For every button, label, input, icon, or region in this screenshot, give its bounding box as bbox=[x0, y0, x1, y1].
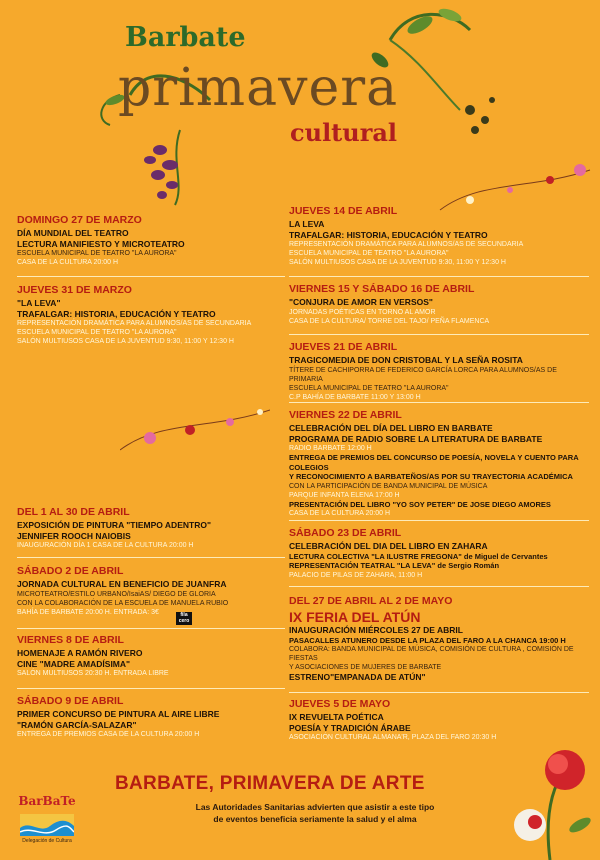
event-title: CELEBRACIÓN DEL DÍA DEL LIBRO EN BARBATE bbox=[289, 423, 493, 433]
footer-note-line: de eventos beneficia seriamente la salud y el alma bbox=[213, 814, 417, 824]
event-detail: ENTREGA DE PREMIOS DEL CONCURSO DE POESÍA, NOVELA Y CUENTO PARA COLEGIOS bbox=[289, 453, 579, 472]
event-detail: ESCUELA MUNICIPAL DE TEATRO "LA AURORA" bbox=[17, 250, 177, 257]
event-detail: CON LA PARTICIPACIÓN DE BANDA MUNICIPAL DE MÚSICA bbox=[289, 482, 488, 490]
event-big-title: IX FERIA DEL ATÚN bbox=[289, 609, 421, 625]
event-title: JORNADA CULTURAL EN BENEFICIO DE JUANFRA bbox=[17, 579, 227, 589]
event-detail: ESCUELA MUNICIPAL DE TEATRO "LA AURORA" bbox=[17, 329, 177, 336]
event-date: VIERNES 15 Y SÁBADO 16 DE ABRIL bbox=[289, 283, 475, 295]
event-entry bbox=[17, 695, 287, 739]
event-date: DEL 27 DE ABRIL AL 2 DE MAYO bbox=[289, 595, 453, 607]
footer-note bbox=[165, 801, 465, 825]
event-entry bbox=[17, 634, 287, 678]
event-entry bbox=[289, 341, 589, 402]
event-entry bbox=[289, 409, 589, 518]
event-detail: ASOCIACIÓN CULTURAL ALMANA'R, PLAZA DEL FARO 20:30 H bbox=[289, 734, 497, 741]
badge-line: fila bbox=[180, 612, 188, 618]
separator bbox=[289, 520, 589, 521]
event-title: INAUGURACIÓN MIÉRCOLES 27 DE ABRIL bbox=[289, 625, 463, 635]
carnation-decoration bbox=[490, 730, 600, 860]
event-title: POESÍA Y TRADICIÓN ÁRABE bbox=[289, 722, 411, 733]
event-date: JUEVES 21 DE ABRIL bbox=[289, 341, 398, 353]
event-entry bbox=[289, 595, 589, 683]
separator bbox=[289, 276, 589, 277]
event-detail: ESCUELA MUNICIPAL DE TEATRO "LA AURORA" bbox=[289, 384, 449, 392]
footer-note-line: Las Autoridades Sanitarias advierten que asistir a este tipo bbox=[195, 802, 435, 812]
fila-cero-badge bbox=[176, 612, 192, 625]
event-date: JUEVES 5 DE MAYO bbox=[289, 698, 391, 710]
event-title: CELEBRACIÓN DEL DIA DEL LIBRO EN ZAHARA bbox=[289, 541, 488, 551]
separator bbox=[289, 692, 589, 693]
event-detail: Y RECONOCIMIENTO A BARBATEÑOS/AS POR SU TRAYECTORIA ACADÉMICA bbox=[289, 472, 573, 481]
event-title: TRAFALGAR: HISTORIA, EDUCACIÓN Y TEATRO bbox=[289, 229, 488, 240]
event-detail: SALÓN MULTIUSOS CASA DE LA JUVENTUD 9:30, 11:00 Y 12:30 H bbox=[17, 338, 234, 345]
event-detail: Y ASOCIACIONES DE MUJERES DE BARBATE bbox=[289, 664, 442, 671]
event-title: "CONJURA DE AMOR EN VERSOS" bbox=[289, 297, 433, 307]
event-detail: PALACIO DE PILAS DE ZAHARA, 11:00 H bbox=[289, 571, 423, 579]
separator bbox=[17, 276, 285, 277]
event-detail: ESTRENO"EMPANADA DE ATÚN" bbox=[289, 672, 426, 682]
event-entry bbox=[17, 214, 287, 267]
event-title: TRAGICOMEDIA DE DON CRISTOBAL Y LA SEÑA ROSITA bbox=[289, 355, 523, 365]
logo-department: Delegación de Cultura bbox=[22, 838, 72, 844]
event-date: SÁBADO 9 DE ABRIL bbox=[17, 695, 124, 707]
event-title: DÍA MUNDIAL DEL TEATRO bbox=[17, 228, 129, 238]
event-date: DOMINGO 27 DE MARZO bbox=[17, 214, 142, 226]
event-title: "LA LEVA" bbox=[17, 298, 61, 308]
event-date: SÁBADO 23 DE ABRIL bbox=[289, 527, 402, 539]
event-detail: REPRESENTACIÓN DRAMÁTICA PARA ALUMNOS/AS DE SECUNDARIA bbox=[17, 320, 252, 327]
event-detail: PRESENTACIÓN DEL LIBRO "YO SOY PETER" DE JOSE DIEGO AMORES bbox=[289, 499, 551, 509]
event-detail: CASA DE LA CULTURA 20:00 H bbox=[17, 259, 119, 266]
event-title: CINE "MADRE AMADÍSIMA" bbox=[17, 658, 131, 669]
event-entry bbox=[289, 698, 589, 742]
separator bbox=[289, 402, 589, 403]
event-title: HOMENAJE A RAMÓN RIVERO bbox=[17, 648, 143, 658]
event-detail: SALÓN MULTIUSOS 20:30 H. ENTRADA LIBRE bbox=[17, 670, 169, 677]
event-date: VIERNES 8 DE ABRIL bbox=[17, 634, 124, 646]
separator bbox=[17, 688, 285, 689]
event-detail: PASACALLES ATUNERO DESDE LA PLAZA DEL FARO A LA CHANCA 19:00 H bbox=[289, 635, 566, 645]
event-date: JUEVES 31 DE MARZO bbox=[17, 284, 132, 296]
event-date: DEL 1 AL 30 DE ABRIL bbox=[17, 506, 130, 518]
event-detail: CASA DE LA CULTURA 20:00 H bbox=[289, 510, 391, 517]
event-detail: REPRESENTACIÓN DRAMÁTICA PARA ALUMNOS/AS DE SECUNDARIA bbox=[289, 241, 524, 248]
event-entry bbox=[289, 527, 589, 580]
event-title: "RAMÓN GARCÍA-SALAZAR" bbox=[17, 719, 137, 730]
event-detail: TÍTERE DE CACHIPORRA DE FEDERICO GARCÍA LORCA PARA ALUMNOS/AS DE PRIMARIA bbox=[289, 366, 557, 383]
event-detail: ENTREGA DE PREMIOS CASA DE LA CULTURA 20:00 H bbox=[17, 731, 200, 738]
event-date: JUEVES 14 DE ABRIL bbox=[289, 205, 398, 217]
header-town: Barbate bbox=[125, 22, 246, 53]
footer-slogan: BARBATE, PRIMAVERA DE ARTE bbox=[115, 773, 425, 794]
event-detail: CON LA COLABORACIÓN DE LA ESCUELA DE MANUELA RUBIO bbox=[17, 599, 229, 607]
event-title: IX REVUELTA POÉTICA bbox=[289, 712, 384, 722]
event-detail: COLABORA: BANDA MUNICIPAL DE MÚSICA, COMISIÓN DE CULTURA , COMISIÓN DE FIESTAS bbox=[289, 646, 574, 662]
event-detail: PARQUE INFANTA ELENA 17:00 H bbox=[289, 491, 400, 499]
event-date: SÁBADO 2 DE ABRIL bbox=[17, 565, 124, 577]
event-title: PROGRAMA DE RADIO SOBRE LA LITERATURA DE BARBATE bbox=[289, 433, 543, 444]
barbate-logo bbox=[14, 792, 80, 850]
event-detail: SALÓN MULTIUSOS CASA DE LA JUVENTUD 9:30, 11:00 Y 12:30 H bbox=[289, 259, 506, 266]
event-detail: ESCUELA MUNICIPAL DE TEATRO "LA AURORA" bbox=[289, 250, 449, 257]
event-detail: CASA DE LA CULTURA/ TORRE DEL TAJO/ PEÑA FLAMENCA bbox=[289, 317, 490, 325]
event-title: JENNIFER ROOCH NAIOBIS bbox=[17, 530, 131, 541]
separator bbox=[17, 557, 285, 558]
flower-decoration-left bbox=[120, 400, 270, 460]
event-detail: LECTURA COLECTIVA "LA ILUSTRE FREGONA" de Miguel de Cervantes bbox=[289, 551, 548, 561]
event-entry bbox=[17, 506, 287, 550]
event-title: LECTURA MANIFIESTO Y MICROTEATRO bbox=[17, 238, 185, 249]
event-detail: C.P BAHÍA DE BARBATE 11:00 Y 13:00 H bbox=[289, 393, 421, 401]
wave-icon bbox=[20, 814, 74, 836]
event-detail: INAUGURACIÓN DÍA 1 CASA DE LA CULTURA 20:00 H bbox=[17, 542, 194, 549]
event-detail: REPRESENTACIÓN TEATRAL "LA LEVA" de Sergio Román bbox=[289, 561, 500, 570]
event-title: TRAFALGAR: HISTORIA, EDUCACIÓN Y TEATRO bbox=[17, 308, 216, 319]
event-entry bbox=[289, 205, 589, 267]
badge-line: cero bbox=[178, 618, 190, 624]
event-entry bbox=[289, 283, 589, 326]
event-title: PRIMER CONCURSO DE PINTURA AL AIRE LIBRE bbox=[17, 709, 220, 719]
separator bbox=[289, 334, 589, 335]
header-subtitle: cultural bbox=[290, 118, 398, 147]
event-title: EXPOSICIÓN DE PINTURA "TIEMPO ADENTRO" bbox=[17, 520, 211, 530]
event-date: VIERNES 22 DE ABRIL bbox=[289, 409, 402, 421]
event-entry bbox=[17, 565, 287, 617]
logo-name: BarBaTe bbox=[18, 794, 76, 808]
event-entry bbox=[17, 284, 287, 346]
event-detail: MICROTEATRO/ESTILO URBANO/IsaiAS/ DIEGO DE GLORIA bbox=[17, 590, 216, 598]
separator bbox=[289, 586, 589, 587]
event-detail: RADIO BARBATE 12:00 H bbox=[289, 445, 372, 452]
event-detail: JORNADAS POÉTICAS EN TORNO AL AMOR bbox=[289, 308, 436, 316]
event-detail: BAHÍA DE BARBATE 20:00 H. ENTRADA: 3€ bbox=[17, 608, 159, 616]
header-title: primavera bbox=[118, 58, 399, 118]
separator bbox=[17, 628, 285, 629]
event-title: LA LEVA bbox=[289, 219, 325, 229]
